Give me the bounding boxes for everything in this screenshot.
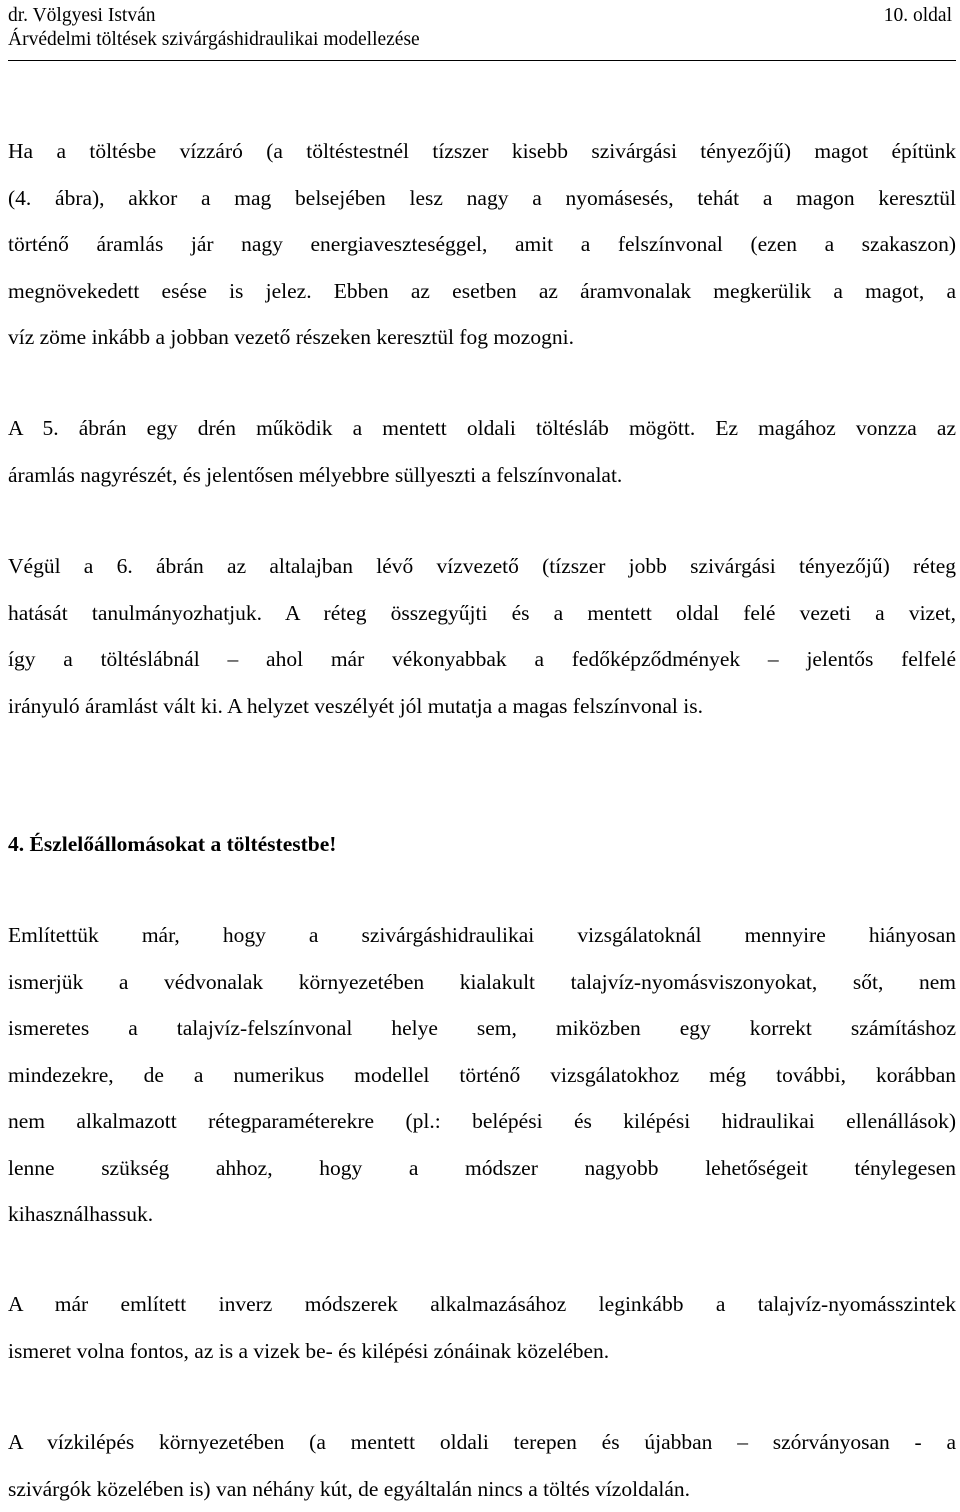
paragraph-2 [8,405,956,498]
paragraph-6 [8,1419,956,1512]
paragraph-line: A már említett inverz módszerek alkalmazásához leginkább a talajvíz-nyomásszintek [8,1281,956,1328]
paragraph-line: Ha a töltésbe vízzáró (a töltéstestnél tízszer kisebb szivárgási tényezőjű) magot építünk [8,128,956,175]
paragraph-line: így a töltéslábnál – ahol már vékonyabbak a fedőképződmények – jelentős felfelé [8,636,956,683]
paragraph-line: hatását tanulmányozhatjuk. A réteg összegyűjti és a mentett oldal felé vezeti a vizet, [8,590,956,637]
paragraph-line: szivárgók közelében is) van néhány kút, de egyáltalán nincs a töltés vízoldalán. [8,1466,956,1512]
header-author: dr. Völgyesi István [8,4,156,28]
page-header [8,4,956,52]
paragraph-line: kihasználhassuk. [8,1191,956,1238]
section-heading: 4. Észlelőállomásokat a töltéstestbe! [8,829,336,859]
paragraph-line: irányuló áramlást vált ki. A helyzet veszélyét jól mutatja a magas felszínvonal is. [8,683,956,730]
paragraph-line: (4. ábra), akkor a mag belsejében lesz nagy a nyomásesés, tehát a magon keresztül [8,175,956,222]
paragraph-line: A vízkilépés környezetében (a mentett oldali terepen és újabban – szórványosan - a [8,1419,956,1466]
paragraph-5 [8,1281,956,1374]
header-title: Árvédelmi töltések szivárgáshidraulikai modellezése [8,28,956,52]
paragraph-line: történő áramlás jár nagy energiaveszteséggel, amit a felszínvonal (ezen a szakaszon) [8,221,956,268]
paragraph-line: Végül a 6. ábrán az altalajban lévő vízvezető (tízszer jobb szivárgási tényezőjű) réteg [8,543,956,590]
header-rule [8,60,956,61]
paragraph-3 [8,543,956,729]
paragraph-line: mindezekre, de a numerikus modellel történő vizsgálatokhoz még további, korábban [8,1052,956,1099]
paragraph-line: ismeret volna fontos, az is a vizek be- és kilépési zónáinak közelében. [8,1328,956,1375]
paragraph-line: víz zöme inkább a jobban vezető részeken keresztül fog mozogni. [8,314,956,361]
header-page-number: 10. oldal [884,4,952,28]
document-page [8,0,956,1504]
paragraph-line: áramlás nagyrészét, és jelentősen mélyebbre süllyeszti a felszínvonalat. [8,452,956,499]
paragraph-1 [8,128,956,361]
paragraph-line: A 5. ábrán egy drén működik a mentett oldali töltésláb mögött. Ez magához vonzza az [8,405,956,452]
paragraph-line: nem alkalmazott rétegparaméterekre (pl.: belépési és kilépési hidraulikai ellenállások) [8,1098,956,1145]
paragraph-4 [8,912,956,1238]
paragraph-line: Említettük már, hogy a szivárgáshidraulikai vizsgálatoknál mennyire hiányosan [8,912,956,959]
paragraph-line: megnövekedett esése is jelez. Ebben az esetben az áramvonalak megkerülik a magot, a [8,268,956,315]
paragraph-line: ismerjük a védvonalak környezetében kialakult talajvíz-nyomásviszonyokat, sőt, nem [8,959,956,1006]
paragraph-line: ismeretes a talajvíz-felszínvonal helye sem, miközben egy korrekt számításhoz [8,1005,956,1052]
paragraph-line: lenne szükség ahhoz, hogy a módszer nagyobb lehetőségeit ténylegesen [8,1145,956,1192]
